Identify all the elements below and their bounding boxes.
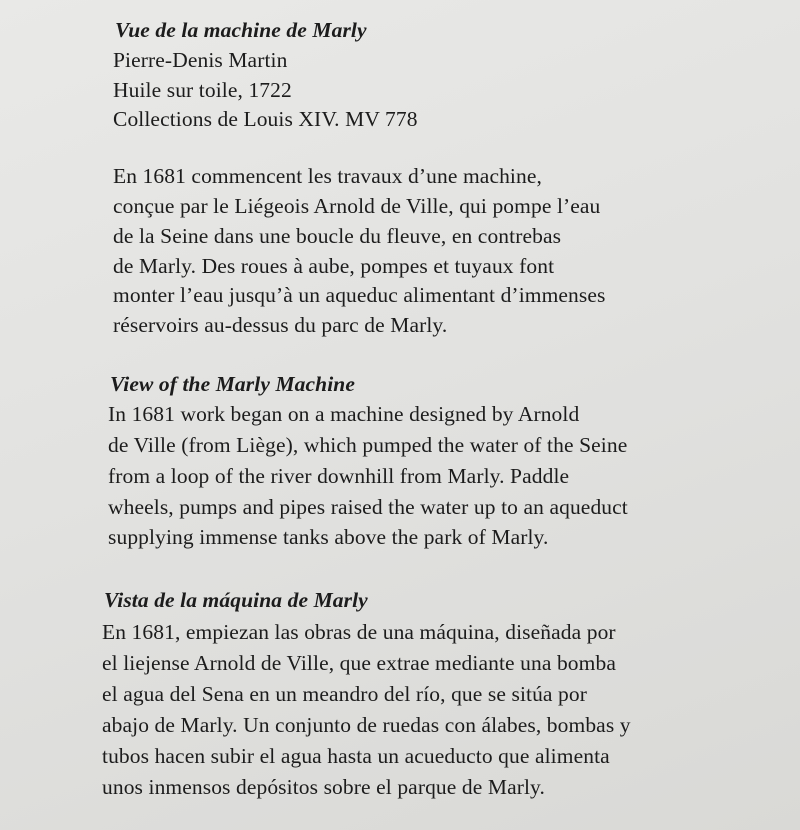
artist-name: Pierre-Denis Martin: [113, 48, 288, 72]
spanish-body-line: tubos hacen subir el agua hasta un acueducto que alimenta: [102, 744, 610, 768]
french-body-line: conçue par le Liégeois Arnold de Ville, qui pompe l’eau: [113, 194, 601, 218]
spanish-body-line: En 1681, empiezan las obras de una máquina, diseñada por: [102, 620, 616, 644]
spanish-title: Vista de la máquina de Marly: [104, 588, 368, 612]
french-title: Vue de la machine de Marly: [115, 18, 367, 42]
spanish-body-line: el liejense Arnold de Ville, que extrae mediante una bomba: [102, 651, 616, 675]
english-body-line: from a loop of the river downhill from Marly. Paddle: [108, 464, 570, 488]
english-body-line: supplying immense tanks above the park of Marly.: [108, 525, 549, 549]
english-title: View of the Marly Machine: [110, 372, 355, 396]
english-body-line: de Ville (from Liège), which pumped the water of the Seine: [108, 433, 628, 457]
spanish-body-line: abajo de Marly. Un conjunto de ruedas con álabes, bombas y: [102, 713, 631, 737]
spanish-body-line: el agua del Sena en un meandro del río, que se sitúa por: [102, 682, 588, 706]
spanish-body-line: unos inmensos depósitos sobre el parque de Marly.: [102, 775, 545, 799]
french-body-line: de Marly. Des roues à aube, pompes et tuyaux font: [113, 254, 555, 278]
french-body-line: réservoirs au-dessus du parc de Marly.: [113, 313, 448, 337]
medium-date: Huile sur toile, 1722: [113, 78, 292, 102]
english-body-line: In 1681 work began on a machine designed by Arnold: [108, 402, 580, 426]
collection-reference: Collections de Louis XIV. MV 778: [113, 107, 418, 131]
english-body-line: wheels, pumps and pipes raised the water up to an aqueduct: [108, 495, 628, 519]
french-body-line: de la Seine dans une boucle du fleuve, en contrebas: [113, 224, 562, 248]
french-body-line: monter l’eau jusqu’à un aqueduc alimentant d’immenses: [113, 283, 606, 307]
french-body-line: En 1681 commencent les travaux d’une machine,: [113, 164, 542, 188]
